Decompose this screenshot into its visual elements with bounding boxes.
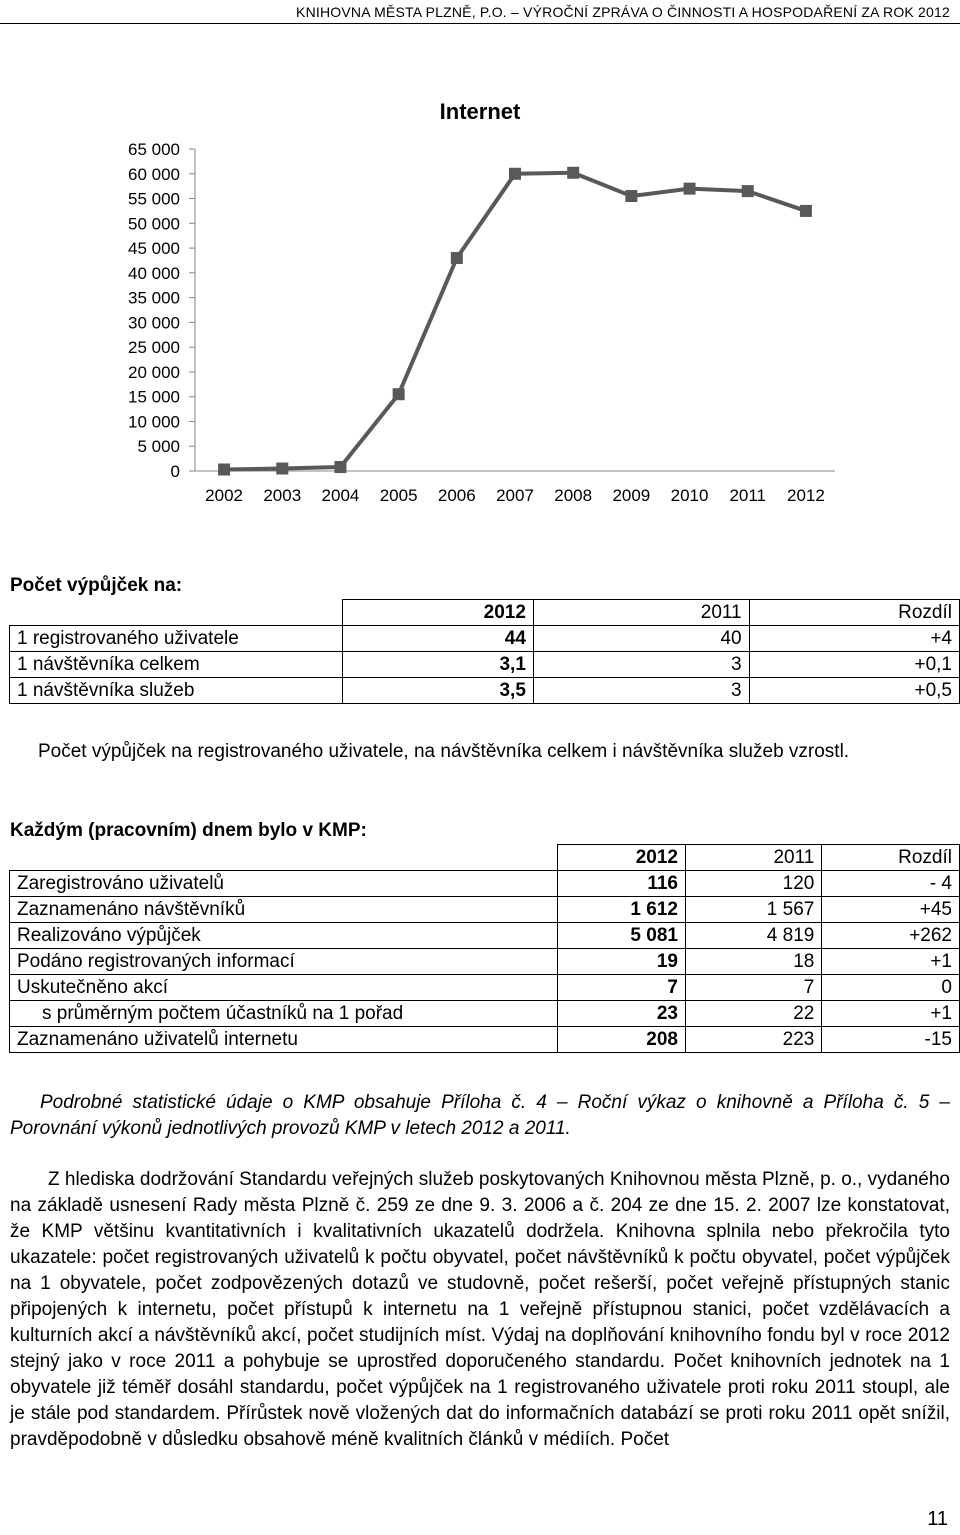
row-diff: +0,1	[749, 652, 959, 678]
y-tick-label: 30 000	[128, 313, 180, 333]
header-divider	[0, 23, 960, 24]
row-label: Uskutečněno akcí	[10, 975, 558, 1001]
row-2012: 23	[557, 1001, 685, 1027]
row-2011: 4 819	[685, 923, 821, 949]
x-tick-label: 2003	[263, 486, 302, 505]
daily-header-empty	[10, 845, 558, 871]
row-diff: +1	[822, 1001, 960, 1027]
row-diff: +4	[749, 626, 959, 652]
table-row	[10, 897, 960, 923]
row-2011: 1 567	[685, 897, 821, 923]
page-header	[296, 4, 950, 20]
row-label: Zaregistrováno uživatelů	[10, 871, 558, 897]
row-diff: -15	[822, 1027, 960, 1053]
header-org: KNIHOVNA MĚSTA PLZNĚ, P.O.	[296, 4, 507, 20]
x-tick-label: 2002	[205, 486, 244, 505]
x-tick-label: 2011	[729, 486, 767, 505]
chart-title: Internet	[439, 99, 521, 124]
x-tick-label: 2010	[670, 486, 709, 505]
daily-header-2012: 2012	[557, 845, 685, 871]
row-label: Zaznamenáno uživatelů internetu	[10, 1027, 558, 1053]
data-point-marker	[684, 183, 696, 195]
y-tick-label: 0	[170, 462, 180, 481]
data-point-marker	[276, 463, 288, 475]
y-tick-label: 45 000	[128, 239, 180, 259]
table-row	[10, 1027, 960, 1053]
row-label: 1 registrovaného uživatele	[10, 626, 343, 652]
daily-header-row	[10, 845, 960, 871]
y-tick-label: 50 000	[128, 214, 180, 234]
row-2011: 3	[533, 678, 749, 704]
row-label: Realizováno výpůjček	[10, 923, 558, 949]
x-tick-label: 2009	[612, 486, 651, 505]
data-point-marker	[625, 190, 637, 202]
data-point-marker	[451, 252, 463, 264]
row-2011: 120	[685, 871, 821, 897]
data-point-marker	[509, 168, 521, 180]
loans-table	[9, 599, 960, 704]
row-2011: 18	[685, 949, 821, 975]
row-diff: +262	[822, 923, 960, 949]
loans-header-diff: Rozdíl	[749, 600, 959, 626]
row-diff: - 4	[822, 871, 960, 897]
row-2011: 223	[685, 1027, 821, 1053]
y-tick-label: 5 000	[137, 437, 180, 457]
row-diff: +45	[822, 897, 960, 923]
row-label: 1 návštěvníka služeb	[10, 678, 343, 704]
daily-header-diff: Rozdíl	[822, 845, 960, 871]
row-diff: +0,5	[749, 678, 959, 704]
data-point-marker	[800, 205, 812, 217]
y-tick-label: 35 000	[128, 288, 180, 308]
row-diff: +1	[822, 949, 960, 975]
y-tick-label: 15 000	[128, 387, 180, 407]
loans-note: Počet výpůjček na registrovaného uživatele, na návštěvníka celkem i návštěvníka služeb vzrostl.	[38, 741, 850, 762]
x-tick-label: 2004	[321, 486, 360, 505]
row-2011: 7	[685, 975, 821, 1001]
daily-header-2011: 2011	[685, 845, 821, 871]
row-2012: 3,1	[343, 652, 534, 678]
row-label: s průměrným počtem účastníků na 1 pořad	[10, 1001, 558, 1027]
appendix-note: Podrobné statistické údaje o KMP obsahuje Příloha č. 4 – Roční výkaz o knihovně a Příloha č. 5 – Porovnání výkonů jednotlivých provozů KMP v letech 2012 a 2011.	[10, 1092, 950, 1139]
x-tick-label: 2008	[554, 486, 593, 505]
daily-title: Každým (pracovním) dnem bylo v KMP:	[10, 820, 367, 841]
row-2012: 3,5	[343, 678, 534, 704]
loans-header-row	[10, 600, 960, 626]
table-row	[10, 975, 960, 1001]
row-2011: 22	[685, 1001, 821, 1027]
header-report: – VÝROČNÍ ZPRÁVA O ČINNOSTI A HOSPODAŘENÍ ZA ROK 2012	[506, 4, 950, 20]
data-point-marker	[393, 388, 405, 400]
loans-title: Počet výpůjček na:	[10, 575, 183, 596]
table-row	[10, 871, 960, 897]
data-point-marker	[742, 185, 754, 197]
page-number: 11	[927, 1508, 948, 1530]
data-point-marker	[567, 167, 579, 179]
table-row	[10, 678, 960, 704]
row-2012: 208	[557, 1027, 685, 1053]
table-row	[10, 652, 960, 678]
internet-line-chart	[0, 85, 960, 525]
series-line	[224, 173, 806, 470]
row-label: 1 návštěvníka celkem	[10, 652, 343, 678]
loans-header-2012: 2012	[343, 600, 534, 626]
row-2011: 40	[533, 626, 749, 652]
data-point-marker	[334, 461, 346, 473]
row-2012: 19	[557, 949, 685, 975]
row-2012: 5 081	[557, 923, 685, 949]
data-point-marker	[218, 464, 230, 476]
row-2012: 116	[557, 871, 685, 897]
y-tick-label: 55 000	[128, 189, 180, 209]
y-tick-label: 40 000	[128, 263, 180, 283]
chart-svg	[0, 85, 960, 525]
table-row	[10, 1001, 960, 1027]
x-tick-label: 2012	[786, 486, 825, 505]
table-row	[10, 626, 960, 652]
row-2012: 7	[557, 975, 685, 1001]
loans-header-2011: 2011	[533, 600, 749, 626]
x-tick-label: 2005	[379, 486, 418, 505]
row-label: Podáno registrovaných informací	[10, 949, 558, 975]
x-tick-label: 2006	[437, 486, 476, 505]
row-label: Zaznamenáno návštěvníků	[10, 897, 558, 923]
x-tick-label: 2007	[496, 486, 534, 505]
daily-table	[9, 844, 960, 1053]
y-tick-label: 20 000	[128, 362, 180, 382]
y-tick-label: 60 000	[128, 164, 180, 184]
loans-header-empty	[10, 600, 343, 626]
y-tick-label: 25 000	[128, 338, 180, 358]
row-2012: 44	[343, 626, 534, 652]
y-tick-label: 10 000	[128, 412, 180, 432]
row-diff: 0	[822, 975, 960, 1001]
table-row	[10, 923, 960, 949]
y-tick-label: 65 000	[128, 140, 180, 159]
row-2012: 1 612	[557, 897, 685, 923]
body-paragraph: Z hlediska dodržování Standardu veřejných služeb poskytovaných Knihovnou města Plzně, p. o., vydaného na základě usnesení Rady města Plzně č. 259 ze dne 9. 3. 2006 a č. 204 ze dne 15. 2. 2007 lze konstatovat, že KMP většinu kvantitativních i kvalitativních ukazatelů dodržela. Knihovna splnila nebo překročila tyto ukazatele: počet registrovaných uživatelů k počtu obyvatel, počet návštěvníků k počtu obyvatel, počet výpůjček na 1 obyvatele, počet zodpovězených dotazů ve studovně, počet rešerší, počet veřejně přístupných stanic připojených k internetu, počet přístupů k internetu na 1 veřejně přístupnou stanici, počet vzdělávacích a kulturních akcí a návštěvníků akcí, počet studijních míst. Výdaj na doplňování knihovního fondu byl v roce 2012 stejný jako v roce 2011 a pohybuje se uprostřed doporučeného standardu. Počet knihovních jednotek na 1 obyvatele již téměř dosáhl standardu, počet výpůjček na 1 registrovaného uživatele proti roku 2011 stoupl, ale je stále pod standardem. Přírůstek nově vložených dat do informačních databází se proti roku 2011 opět snížil, pravděpodobně v důsledku obsahově méně kvalitních článků v médiích. Počet	[10, 1169, 950, 1450]
row-2011: 3	[533, 652, 749, 678]
table-row	[10, 949, 960, 975]
